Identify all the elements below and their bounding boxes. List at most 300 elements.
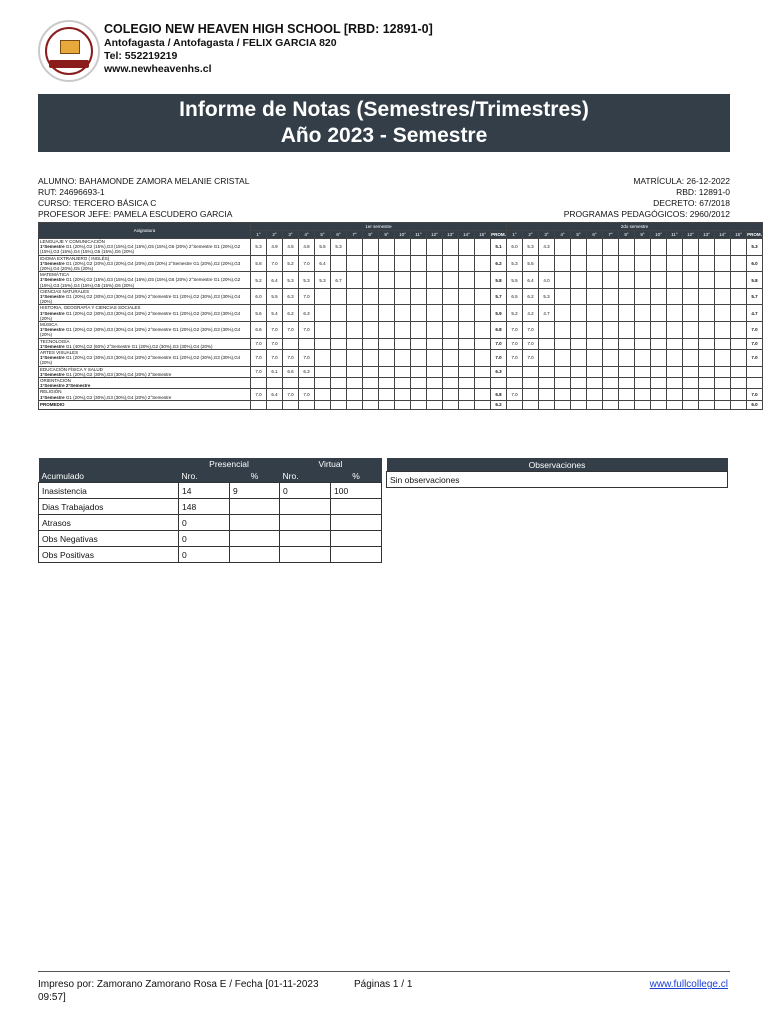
grade-cell — [619, 255, 635, 272]
attendance-label: Atrasos — [39, 515, 179, 531]
grade-cell — [411, 350, 427, 367]
grade-number-header: 7° — [603, 231, 619, 239]
grade-cell — [571, 400, 587, 409]
observations-text: Sin observaciones — [387, 472, 728, 488]
grade-cell — [507, 378, 523, 389]
grade-cell — [395, 389, 411, 400]
grade-cell: 7.0 — [523, 322, 539, 339]
average-row — [39, 400, 763, 409]
grade-cell — [459, 255, 475, 272]
head-teacher: PROFESOR JEFE: PAMELA ESCUDERO GARCIA — [38, 209, 233, 219]
grade-cell: 6.3 — [299, 366, 315, 377]
attendance-row — [39, 515, 382, 531]
report-banner — [38, 94, 730, 152]
grade-cell — [699, 239, 715, 256]
grade-cell — [683, 400, 699, 409]
attendance-value: 9 — [230, 483, 280, 499]
grade-cell: 6.4 — [523, 272, 539, 289]
grade-cell — [379, 272, 395, 289]
grade-cell: 4.9 — [267, 239, 283, 256]
grade-cell — [571, 389, 587, 400]
grade-cell — [555, 305, 571, 322]
attendance-value — [280, 531, 331, 547]
grade-cell — [587, 400, 603, 409]
average-cell — [747, 378, 763, 389]
student-course: CURSO: TERCERO BÁSICA C — [38, 198, 157, 208]
weighting-detail: G1 (20%),G2 (30%),G3 (30%),G4 (20%) 2°Semestre G1 (20%),G2 (30%),G3 (30%),G4 (20%) — [40, 310, 241, 321]
grade-cell — [427, 338, 443, 349]
grade-cell — [587, 378, 603, 389]
grade-cell — [347, 255, 363, 272]
grade-cell — [331, 400, 347, 409]
average-cell: 6.0 — [747, 255, 763, 272]
grade-cell: 7.0 — [507, 389, 523, 400]
grade-cell — [667, 400, 683, 409]
grade-cell: 4.2 — [523, 305, 539, 322]
grade-number-header: 1° — [251, 231, 267, 239]
grade-cell: 7.0 — [267, 338, 283, 349]
grade-cell: 7.0 — [251, 389, 267, 400]
semester-label: 1°Semestre — [40, 277, 65, 283]
grade-cell — [603, 366, 619, 377]
grade-cell — [459, 400, 475, 409]
grade-cell — [395, 272, 411, 289]
grade-cell — [651, 389, 667, 400]
grade-number-header: 7° — [347, 231, 363, 239]
grade-cell — [379, 239, 395, 256]
grade-cell — [587, 239, 603, 256]
subject-name: ORIENTACIÓN — [40, 378, 71, 384]
grade-cell — [571, 272, 587, 289]
attendance-row — [39, 499, 382, 515]
semester-label: 1°Semestre — [40, 310, 65, 316]
grade-cell — [411, 322, 427, 339]
grade-cell — [587, 350, 603, 367]
grade-cell — [699, 305, 715, 322]
grade-cell — [395, 400, 411, 409]
grade-cell — [603, 389, 619, 400]
grade-number-header: 4° — [299, 231, 315, 239]
grade-cell — [475, 272, 491, 289]
average-cell: 6.3 — [491, 366, 507, 377]
grade-cell — [347, 288, 363, 305]
grade-cell — [475, 322, 491, 339]
grade-cell: 6.5 — [507, 288, 523, 305]
grade-cell: 5.3 — [251, 239, 267, 256]
grade-cell — [571, 305, 587, 322]
grade-cell — [315, 400, 331, 409]
grade-cell — [539, 378, 555, 389]
average-cell: 7.0 — [491, 350, 507, 367]
subject-name: RELIGIÓN — [40, 389, 62, 395]
weighting-detail: G1 (20%),G2 (30%),G3 (30%),G4 (20%) 2°Semestre G1 (20%),G2 (30%),G3 (30%),G4 (20%) — [40, 327, 241, 338]
grade-cell: 7.0 — [299, 322, 315, 339]
attendance-value — [331, 531, 382, 547]
grade-cell — [667, 350, 683, 367]
grade-cell — [459, 338, 475, 349]
grade-cell — [363, 322, 379, 339]
average-cell: 4.7 — [747, 305, 763, 322]
grade-cell — [507, 400, 523, 409]
subject-column-header: Asignatura — [39, 223, 251, 239]
grade-cell — [427, 288, 443, 305]
average-cell: 5.1 — [491, 239, 507, 256]
grade-cell — [699, 338, 715, 349]
grade-cell — [651, 288, 667, 305]
grade-cell — [603, 400, 619, 409]
grade-cell — [459, 322, 475, 339]
grade-cell — [443, 288, 459, 305]
observations-header: Observaciones — [387, 458, 728, 472]
subject-name: MÚSICA — [40, 322, 58, 328]
grade-cell — [651, 322, 667, 339]
subject-cell — [39, 338, 251, 349]
grade-number-header: 8° — [619, 231, 635, 239]
grade-cell — [379, 350, 395, 367]
subject-row — [39, 322, 763, 339]
grade-cell — [347, 322, 363, 339]
grade-cell — [699, 378, 715, 389]
weighting-detail: G1 (20%),G2 (15%),G3 (15%),G4 (15%),G5 (15%),G6 (20%) 2°Semestre G1 (20%),G2 (15%),G3 (15%),G4 (15%),G5 (15%),G6 (20%) — [40, 244, 241, 255]
grade-cell — [379, 389, 395, 400]
grade-number-header: 15° — [475, 231, 491, 239]
grade-cell — [299, 400, 315, 409]
attendance-value: 0 — [179, 531, 230, 547]
presencial-header: Presencial — [179, 458, 280, 470]
attendance-value: 0 — [179, 547, 230, 563]
grade-cell — [315, 378, 331, 389]
grade-cell — [619, 288, 635, 305]
grade-cell — [667, 239, 683, 256]
grade-cell — [699, 366, 715, 377]
grade-cell — [523, 378, 539, 389]
grade-cell — [443, 350, 459, 367]
school-address: Antofagasta / Antofagasta / FELIX GARCIA 820 — [104, 37, 337, 49]
grade-cell: 7.0 — [507, 322, 523, 339]
grade-cell — [587, 255, 603, 272]
grade-cell — [635, 305, 651, 322]
grade-cell — [683, 272, 699, 289]
report-title: Informe de Notas (Semestres/Trimestres) — [179, 98, 589, 121]
grade-number-header: 13° — [699, 231, 715, 239]
grade-cell — [315, 366, 331, 377]
grade-cell — [635, 366, 651, 377]
grade-cell — [331, 366, 347, 377]
subject-cell — [39, 239, 251, 256]
grade-cell: 4.8 — [299, 239, 315, 256]
grade-cell: 5.3 — [523, 239, 539, 256]
grade-cell — [331, 378, 347, 389]
overall-average-cell: 6.0 — [747, 400, 763, 409]
grade-cell — [731, 389, 747, 400]
grade-cell — [315, 338, 331, 349]
grade-cell — [715, 288, 731, 305]
grade-cell — [699, 322, 715, 339]
attendance-value — [230, 499, 280, 515]
school-name: COLEGIO NEW HEAVEN HIGH SCHOOL [RBD: 12891-0] — [104, 22, 433, 36]
grade-cell — [427, 350, 443, 367]
grade-cell — [651, 366, 667, 377]
weighting-detail: G1 (40%),G2 (60%) 2°Semestre G1 (20%),G2 (30%),G3 (30%),G4 (20%) — [65, 343, 213, 349]
grade-cell — [475, 350, 491, 367]
attendance-row — [39, 483, 382, 499]
grade-cell — [635, 338, 651, 349]
grade-cell — [635, 288, 651, 305]
average-cell: 5.7 — [491, 288, 507, 305]
overall-average-cell: 6.2 — [491, 400, 507, 409]
grade-cell: 7.0 — [283, 322, 299, 339]
grade-cell — [667, 366, 683, 377]
grade-cell — [555, 272, 571, 289]
grade-cell: 4.7 — [539, 305, 555, 322]
subject-cell — [39, 322, 251, 339]
grade-cell — [587, 305, 603, 322]
grade-cell — [683, 378, 699, 389]
weighting-detail: G1 (20%),G2 (30%),G3 (30%),G4 (20%) 2°Semestre — [65, 394, 172, 400]
grade-cell — [315, 350, 331, 367]
pct-header: % — [331, 470, 382, 483]
grade-cell — [475, 305, 491, 322]
weighting-detail: G1 (20%),G2 (30%),G3 (30%),G4 (20%) 2°Semestre — [65, 371, 172, 377]
grade-number-header: 6° — [331, 231, 347, 239]
grade-cell — [395, 366, 411, 377]
grade-number-header: 13° — [443, 231, 459, 239]
average-cell: 7.0 — [747, 338, 763, 349]
grade-cell — [443, 255, 459, 272]
grade-cell — [523, 389, 539, 400]
grade-cell — [443, 305, 459, 322]
subject-name: LENGUAJE Y COMUNICACIÓN — [40, 239, 105, 244]
grade-cell: 7.0 — [523, 350, 539, 367]
subject-cell — [39, 366, 251, 377]
grade-cell — [715, 239, 731, 256]
grade-cell — [683, 366, 699, 377]
grade-cell — [683, 350, 699, 367]
page-count: Páginas 1 / 1 — [354, 979, 413, 990]
grade-cell — [299, 378, 315, 389]
grade-cell — [667, 338, 683, 349]
rbd: RBD: 12891-0 — [676, 187, 730, 197]
grade-cell: 7.0 — [299, 350, 315, 367]
subject-row — [39, 378, 763, 389]
grades-table — [38, 222, 763, 410]
grade-cell — [619, 322, 635, 339]
attendance-value — [331, 499, 382, 515]
attendance-value: 0 — [280, 483, 331, 499]
grade-cell — [539, 350, 555, 367]
grade-cell — [683, 288, 699, 305]
subject-row — [39, 350, 763, 367]
grade-cell — [363, 378, 379, 389]
grade-cell — [443, 322, 459, 339]
average-cell: 7.0 — [747, 322, 763, 339]
average-header: PROM. — [747, 232, 762, 237]
grade-cell — [635, 389, 651, 400]
grade-cell — [475, 239, 491, 256]
grade-cell — [699, 255, 715, 272]
grade-cell — [603, 272, 619, 289]
grade-cell — [539, 366, 555, 377]
grade-cell — [651, 350, 667, 367]
grade-cell — [555, 350, 571, 367]
subject-name: EDUCACIÓN FÍSICA Y SALUD — [40, 366, 103, 372]
grade-cell — [379, 338, 395, 349]
attendance-label: Obs Positivas — [39, 547, 179, 563]
average-cell: 6.8 — [491, 322, 507, 339]
grade-cell — [731, 239, 747, 256]
average-cell — [491, 378, 507, 389]
nro-header: Nro. — [280, 470, 331, 483]
grade-cell — [635, 272, 651, 289]
observations-table — [386, 458, 728, 488]
average-cell: 6.2 — [491, 255, 507, 272]
grade-cell — [667, 305, 683, 322]
grade-cell — [315, 305, 331, 322]
footer-link[interactable]: www.fullcollege.cl — [649, 979, 728, 990]
grade-cell — [571, 378, 587, 389]
grade-cell: 6.3 — [283, 288, 299, 305]
grade-cell: 5.6 — [251, 305, 267, 322]
weighting-detail: G1 (20%),G2 (15%),G3 (15%),G4 (15%),G5 (15%),G6 (20%) 2°Semestre G1 (20%),G2 (15%),G3 (15%),G4 (15%),G5 (15%),G6 (20%) — [40, 277, 241, 288]
grade-cell — [571, 239, 587, 256]
grade-cell: 6.2 — [283, 305, 299, 322]
grade-cell — [363, 389, 379, 400]
grade-cell — [459, 305, 475, 322]
attendance-label: Inasistencia — [39, 483, 179, 499]
grade-cell — [715, 378, 731, 389]
grade-number-header: 12° — [427, 231, 443, 239]
grade-cell: 7.0 — [283, 350, 299, 367]
grade-cell — [459, 389, 475, 400]
grade-cell: 7.0 — [251, 366, 267, 377]
average-cell: 7.0 — [747, 389, 763, 400]
grade-cell — [379, 400, 395, 409]
attendance-value: 0 — [179, 515, 230, 531]
grade-cell: 7.0 — [251, 338, 267, 349]
grade-cell — [395, 350, 411, 367]
semester-label: 1°Semestre — [40, 371, 65, 377]
grade-cell — [571, 338, 587, 349]
grade-cell — [347, 338, 363, 349]
grade-cell — [427, 366, 443, 377]
student-name: ALUMNO: BAHAMONDE ZAMORA MELANIE CRISTAL — [38, 176, 250, 186]
grade-cell — [715, 338, 731, 349]
grade-cell: 6.1 — [267, 366, 283, 377]
grade-cell — [635, 239, 651, 256]
grade-cell — [363, 288, 379, 305]
grade-cell — [587, 272, 603, 289]
subject-name: HISTORIA, GEOGRAFÍA Y CIENCIAS SOCIALES — [40, 305, 141, 311]
grade-cell — [619, 378, 635, 389]
grade-cell — [619, 366, 635, 377]
grade-cell — [459, 350, 475, 367]
grade-cell — [651, 272, 667, 289]
grade-cell: 5.2 — [507, 305, 523, 322]
grade-number-header: 14° — [459, 231, 475, 239]
grade-cell: 5.5 — [523, 255, 539, 272]
grade-cell — [315, 322, 331, 339]
grade-cell: 6.4 — [315, 255, 331, 272]
grade-cell — [619, 389, 635, 400]
weighting-detail: G1 (20%),G2 (20%),G3 (20%),G4 (20%),G5 (20%) 2°Semestre G1 (20%),G2 (20%),G3 (20%),G4 (20%),G5 (20%) — [40, 260, 241, 272]
enrollment-date: MATRÍCULA: 26-12-2022 — [633, 176, 730, 186]
grade-cell — [443, 400, 459, 409]
grade-cell — [379, 322, 395, 339]
grade-cell — [555, 366, 571, 377]
grade-cell — [459, 288, 475, 305]
attendance-value — [280, 515, 331, 531]
grade-cell — [635, 322, 651, 339]
grade-cell: 5.3 — [299, 272, 315, 289]
grade-cell — [683, 255, 699, 272]
grade-cell: 6.4 — [267, 272, 283, 289]
grade-cell — [587, 338, 603, 349]
grade-cell — [555, 239, 571, 256]
grade-cell — [411, 255, 427, 272]
grade-cell: 6.0 — [507, 239, 523, 256]
subject-row — [39, 366, 763, 377]
nro-header: Nro. — [179, 470, 230, 483]
grade-cell — [683, 322, 699, 339]
grade-cell — [555, 255, 571, 272]
grade-cell — [267, 378, 283, 389]
grade-cell — [443, 378, 459, 389]
attendance-label: Obs Negativas — [39, 531, 179, 547]
grade-cell — [411, 378, 427, 389]
average-cell: 5.3 — [747, 239, 763, 256]
grade-cell — [603, 239, 619, 256]
grade-cell — [427, 400, 443, 409]
semester2-header: 2do semestre — [507, 223, 763, 231]
semester-label: 1°Semestre — [40, 394, 65, 400]
grade-cell: 5.3 — [283, 272, 299, 289]
semester-label: 1°Semestre 2°Semestre — [40, 383, 91, 389]
grade-cell — [603, 378, 619, 389]
grade-cell — [411, 272, 427, 289]
semester1-header: 1er semestre — [251, 223, 507, 231]
grade-cell — [651, 239, 667, 256]
grade-cell — [603, 338, 619, 349]
acumulado-header: Acumulado — [39, 470, 179, 483]
grade-cell — [555, 389, 571, 400]
grade-cell — [683, 305, 699, 322]
semester-label: 1°Semestre — [40, 355, 65, 361]
attendance-value — [280, 499, 331, 515]
grade-cell — [251, 378, 267, 389]
grade-cell — [411, 338, 427, 349]
weighting-detail: G1 (20%),G2 (30%),G3 (30%),G4 (20%) 2°Semestre G1 (20%),G2 (30%),G3 (30%),G4 (20%) — [40, 355, 241, 366]
grade-cell — [475, 389, 491, 400]
school-phone: Tel: 552219219 — [104, 50, 178, 62]
grade-cell — [443, 366, 459, 377]
average-cell: 5.9 — [491, 305, 507, 322]
grade-cell — [555, 378, 571, 389]
grade-cell — [731, 272, 747, 289]
grade-cell — [651, 255, 667, 272]
grade-cell — [683, 338, 699, 349]
grade-cell — [283, 400, 299, 409]
grade-cell — [459, 366, 475, 377]
report-subtitle: Año 2023 - Semestre — [280, 124, 488, 147]
attendance-value — [280, 547, 331, 563]
grade-cell — [347, 389, 363, 400]
grade-number-header: 4° — [555, 231, 571, 239]
semester-label: 1°Semestre — [40, 244, 65, 250]
grade-cell — [427, 389, 443, 400]
average-cell: 5.7 — [747, 288, 763, 305]
grade-cell — [363, 400, 379, 409]
grade-cell — [363, 350, 379, 367]
